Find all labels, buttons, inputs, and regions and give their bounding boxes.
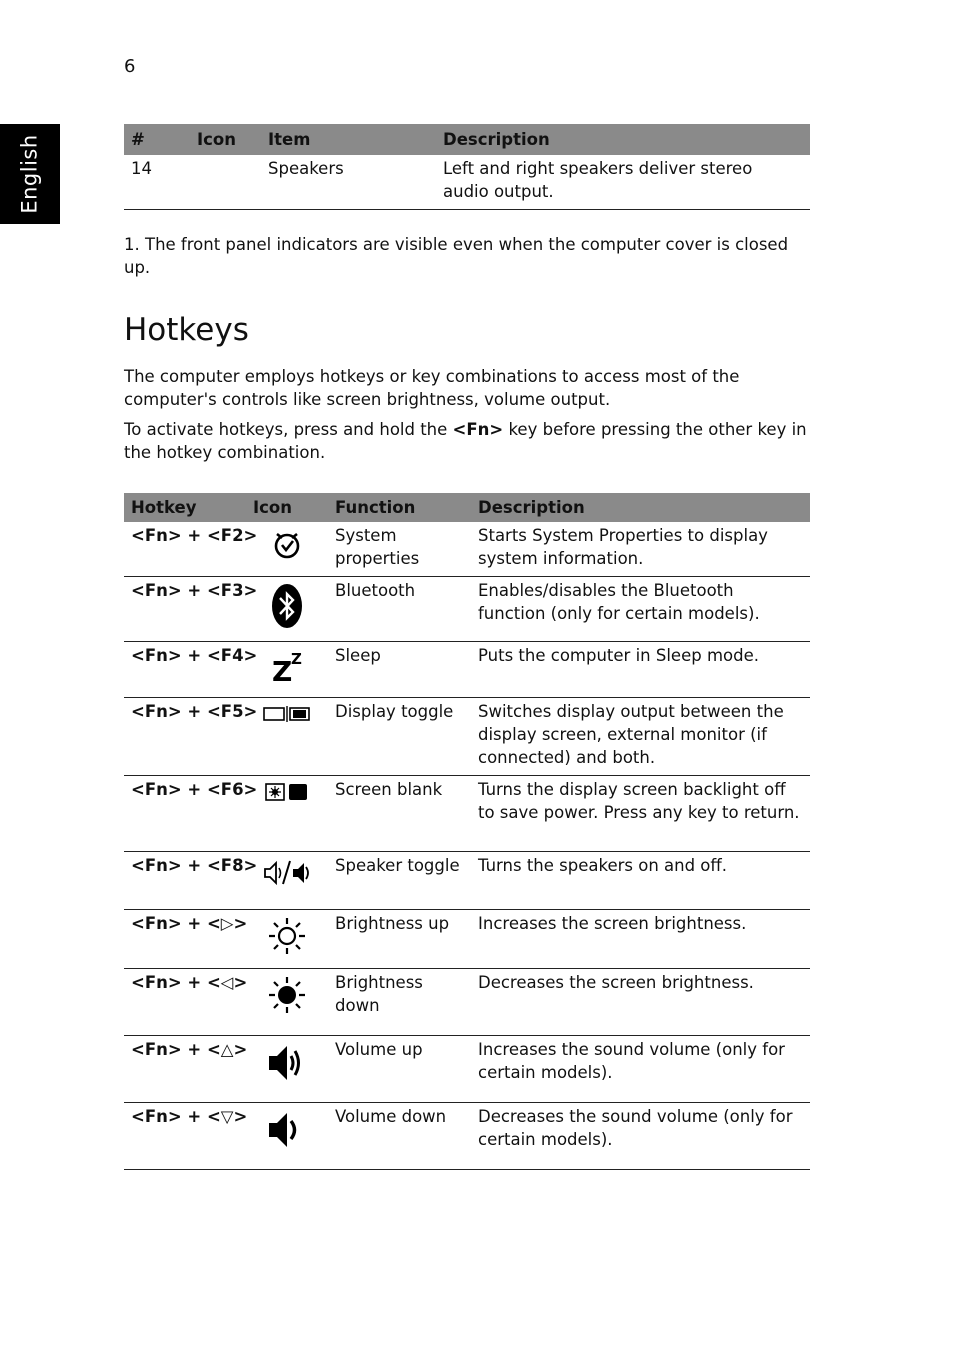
hotkey-cell: <Fn> + <◁> [124,969,246,1036]
function-cell: System properties [328,522,471,577]
column-header-description: Description [436,124,810,155]
hotkey-cell: <Fn> + <▷> [124,910,246,969]
hotkey-cell: <Fn> + <F6> [124,776,246,852]
description-cell: Decreases the sound volume (only for certain models). [471,1103,810,1170]
screen-blank-icon [265,782,309,802]
volume-up-icon [267,1042,307,1084]
hotkey-cell: <Fn> + <F3> [124,577,246,642]
speaker-toggle-icon [263,858,311,888]
table-row [124,1103,810,1170]
sleep-icon [271,648,303,684]
hotkey-cell: <Fn> + <△> [124,1036,246,1103]
footnote: 1. The front panel indicators are visible even when the computer cover is closed up. [124,235,789,277]
description-cell: Decreases the screen brightness. [471,969,810,1036]
activation-text-before: To activate hotkeys, press and hold the [124,420,453,439]
description-cell: Increases the sound volume (only for certain models). [471,1036,810,1103]
table-row [124,776,810,852]
description-cell: Turns the speakers on and off. [471,852,810,910]
function-cell: Brightness up [328,910,471,969]
intro-paragraph: The computer employs hotkeys or key combinations to access most of the computer's controls like screen brightness, volume output. [124,367,740,409]
row-item: Speakers [261,155,436,210]
description-cell: Switches display output between the display screen, external monitor (if connected) and both. [471,698,810,776]
table-row [124,522,810,577]
row-number: 14 [124,155,190,210]
function-cell: Bluetooth [328,577,471,642]
svg-text:Z: Z [291,650,302,668]
table-row [124,852,810,910]
table-row [124,698,810,776]
svg-text:Z: Z [272,655,293,684]
hotkeys-table [124,493,810,1170]
table-row [124,642,810,698]
table-row [124,577,810,642]
components-table [124,124,810,210]
row-icon [190,155,261,210]
hotkey-cell: <Fn> + <F2> [124,522,246,577]
table-header-row [124,124,810,155]
column-header-icon: Icon [246,493,328,522]
page-number: 6 [124,56,136,77]
display-toggle-icon [263,704,311,724]
column-header-item: Item [261,124,436,155]
column-header-description: Description [471,493,810,522]
description-cell: Enables/disables the Bluetooth function (only for certain models). [471,577,810,642]
table-header-row [124,493,810,522]
row-description: Left and right speakers deliver stereo audio output. [436,155,810,210]
activation-paragraph [124,418,810,464]
function-cell: Display toggle [328,698,471,776]
function-cell: Volume down [328,1103,471,1170]
table-row [124,1036,810,1103]
function-cell: Volume up [328,1036,471,1103]
function-cell: Speaker toggle [328,852,471,910]
hotkey-cell: <Fn> + <F5> [124,698,246,776]
brightness-up-icon [267,916,307,956]
fn-key-label: <Fn> [452,420,504,439]
table-row [124,969,810,1036]
table-row [124,155,810,210]
function-cell: Brightness down [328,969,471,1036]
system-properties-icon [271,528,303,560]
column-header-function: Function [328,493,471,522]
function-cell: Sleep [328,642,471,698]
table-row [124,910,810,969]
description-cell: Increases the screen brightness. [471,910,810,969]
language-tab [0,124,60,224]
column-header-icon: Icon [190,124,261,155]
description-cell: Starts System Properties to display system information. [471,522,810,577]
hotkey-cell: <Fn> + <▽> [124,1103,246,1170]
column-header-number: # [124,124,190,155]
volume-down-icon [267,1109,307,1151]
language-tab-label: English [18,134,43,214]
description-cell: Turns the display screen backlight off to save power. Press any key to return. [471,776,810,852]
hotkey-cell: <Fn> + <F8> [124,852,246,910]
hotkey-cell: <Fn> + <F4> [124,642,246,698]
column-header-hotkey: Hotkey [124,493,246,522]
brightness-down-icon [267,975,307,1015]
description-cell: Puts the computer in Sleep mode. [471,642,810,698]
bluetooth-icon [270,583,304,629]
activation-text-after: key before pressing the other key in the hotkey combination. [124,420,807,462]
function-cell: Screen blank [328,776,471,852]
section-title: Hotkeys [124,312,249,348]
